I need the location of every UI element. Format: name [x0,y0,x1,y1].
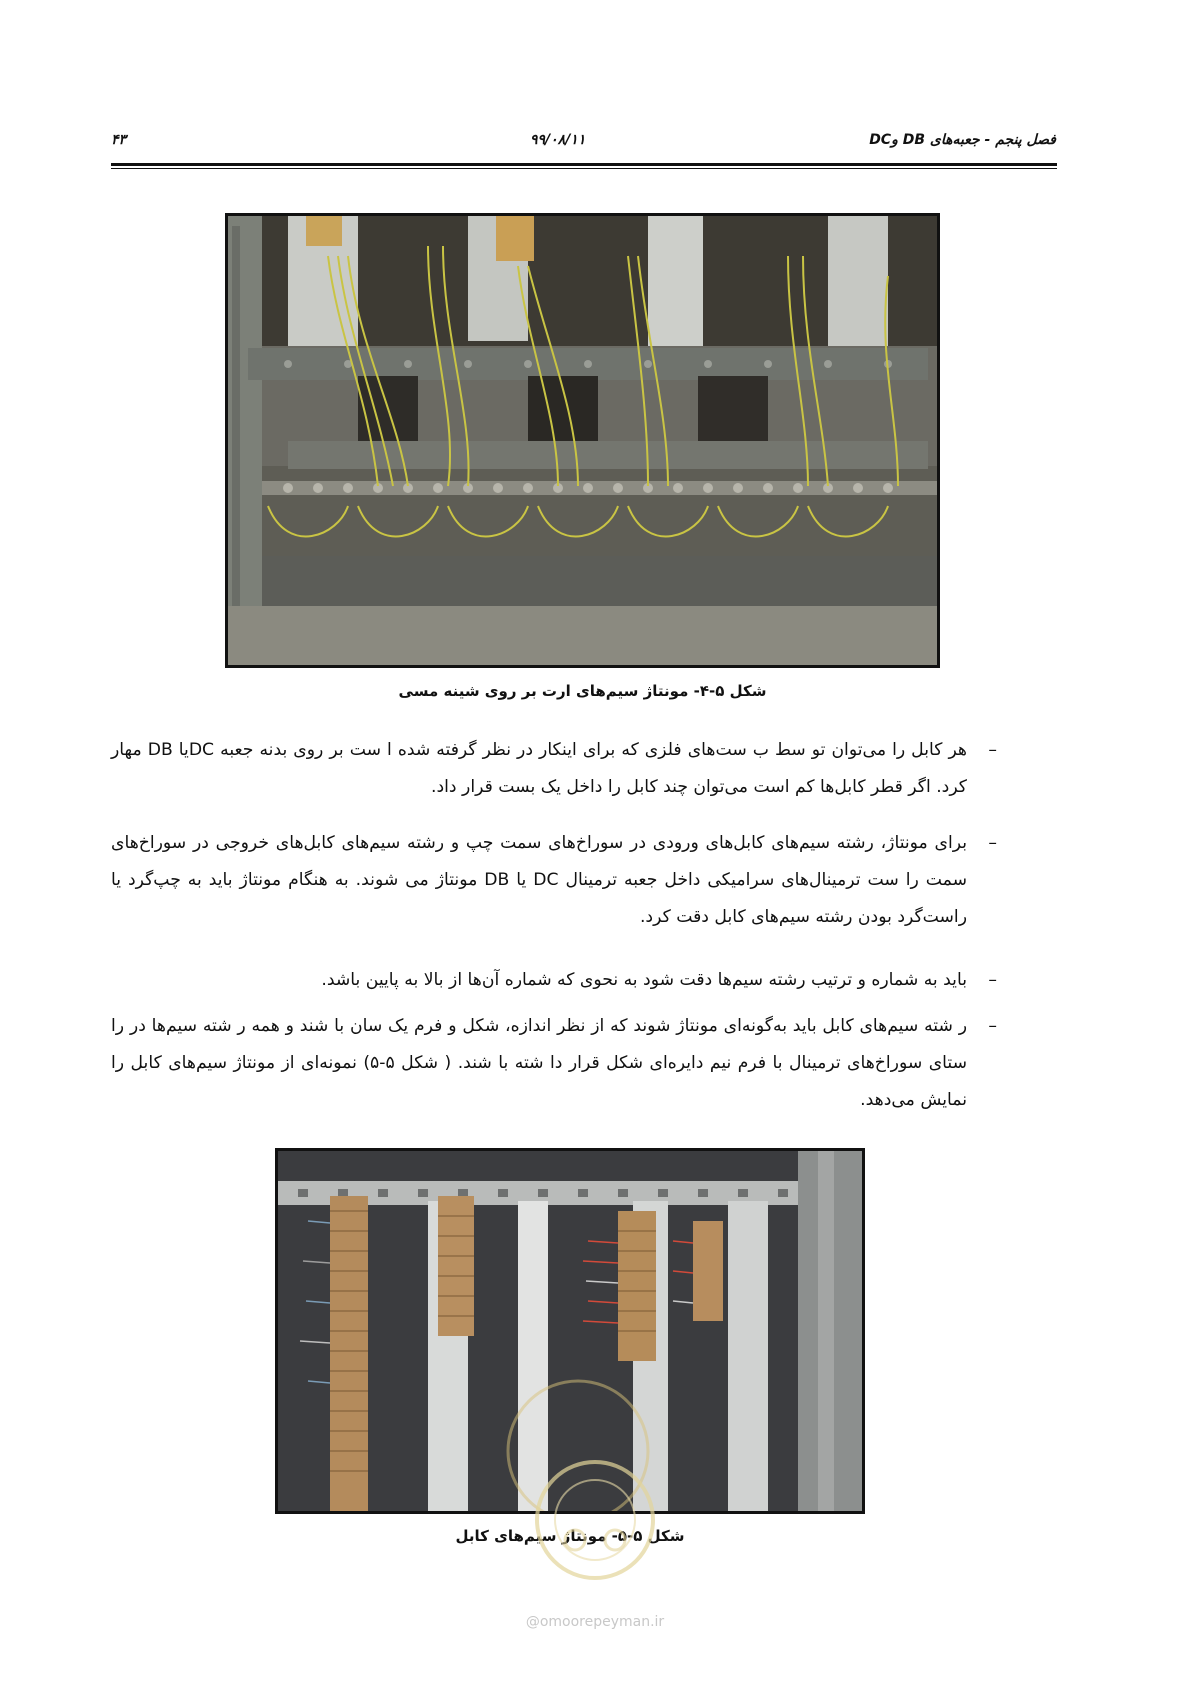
page-number: ۴۳ [111,132,127,148]
bullet-text: هر کابل را می‌توان تو سط ب ست‌های فلزی که برای اینکار در نظر گرفته شده ا ست بر روی بدنه جعبه DCیا DB مهار کرد. اگر قطر کابل‌ها کم است می‌توان چند کابل را داخل یک بست قرار داد. [111,740,967,797]
bullet-text: برای مونتاژ، رشته سیم‌های کابل‌های ورودی در سوراخ‌های سمت چپ و رشته سیم‌های کابل‌های خروجی در سوراخ‌های سمت را ست ترمینال‌های سرامیکی داخل جعبه ترمینال DC یا DB مونتاژ می شوند. به هنگام مونتاژ باید به چپ‌گرد یا راست‌گرد بودن رشته سیم‌های کابل دقت کرد. [111,833,968,927]
chapter-title: فصل پنجم - جعبه‌های DB وDC [869,132,1056,148]
page-date: ۹۹/۰۸/۱۱ [530,132,586,148]
figure2-caption: شکل ۵-۵- مونتاژ سیم‌های کابل [455,1527,685,1545]
header-rule-thick [111,163,1057,166]
watermark-seal-icon [505,1460,685,1600]
bullet-item [111,962,997,999]
bullet-dash: – [988,833,997,853]
bullet-item [111,825,997,936]
bullet-dash: – [988,740,997,760]
bullet-text: ر شته سیم‌های کابل باید به‌گونه‌ای مونتاژ شوند که از نظر اندازه، شکل و فرم یک سان با شند و همه ر شته سیم‌ها در را ستای سوراخ‌های ترمینال با فرم نیم دایره‌ای شکل قرار دا شته با شند. ( شکل ۵-۵) نمونه‌ای از مونتاژ سیم‌های کابل را نمایش می‌دهد. [111,1016,968,1110]
figure-earth-wiring-photo [225,213,940,668]
bullet-text: باید به شماره و ترتیب رشته سیم‌ها دقت شود به نحوی که شماره آن‌ها از بالا به پایین باشد. [321,970,967,990]
cable-terminal-illustration [278,1151,862,1511]
bullet-item [111,732,997,806]
header-rule-thin [111,168,1057,169]
bullet-dash: – [988,1016,997,1036]
earth-wiring-illustration [228,216,937,665]
figure1-caption: شکل ۵-۴- مونتاژ سیم‌های ارت بر روی شینه مسی [398,682,767,700]
bullet-item [111,1008,997,1119]
watermark-text: @omoorepeyman.ir [525,1614,665,1630]
bullet-dash: – [988,970,997,990]
